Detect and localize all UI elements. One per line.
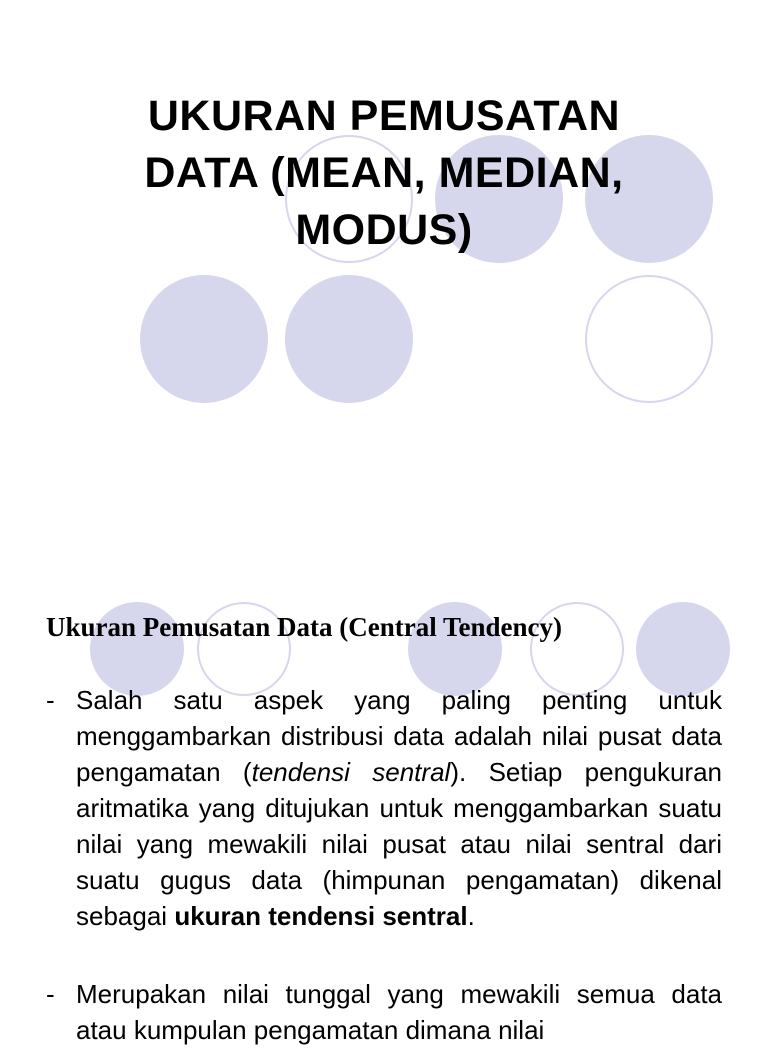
paragraph-text: Salah satu aspek yang paling penting untuk menggambarkan distribusi data adalah nilai pusat data pengamatan (: [76, 685, 722, 787]
title-line: MODUS): [295, 206, 473, 254]
slide-title-text: [60, 88, 708, 259]
bullet-paragraph: [46, 682, 722, 934]
bullet-dash: -: [46, 685, 55, 715]
decorative-circle: [285, 275, 413, 403]
bold-term: ukuran tendensi sentral: [174, 901, 468, 931]
paragraph-text: .: [467, 901, 475, 931]
slide-content: [0, 576, 768, 1045]
bullet-dash: -: [46, 979, 55, 1009]
paragraph-text: ). Setiap pengukuran aritmatika yang ditujukan untuk menggambarkan suatu nilai yang mewakili nilai pusat atau nilai sentral dari suatu gugus data (himpunan pengamatan) dikenal sebagai: [76, 757, 722, 931]
section-heading: Ukuran Pemusatan Data (Central Tendency): [46, 612, 563, 642]
decorative-circle: [585, 275, 713, 403]
bullet-paragraph: [46, 976, 722, 1048]
title-line: UKURAN PEMUSATAN: [147, 92, 621, 140]
paragraph-text: Merupakan nilai tunggal yang mewakili semua data atau kumpulan pengamatan dimana nilai: [76, 979, 722, 1045]
decorative-circle: [140, 275, 268, 403]
title-line: DATA (MEAN, MEDIAN,: [144, 149, 624, 197]
italic-term: tendensi sentral: [251, 757, 451, 787]
